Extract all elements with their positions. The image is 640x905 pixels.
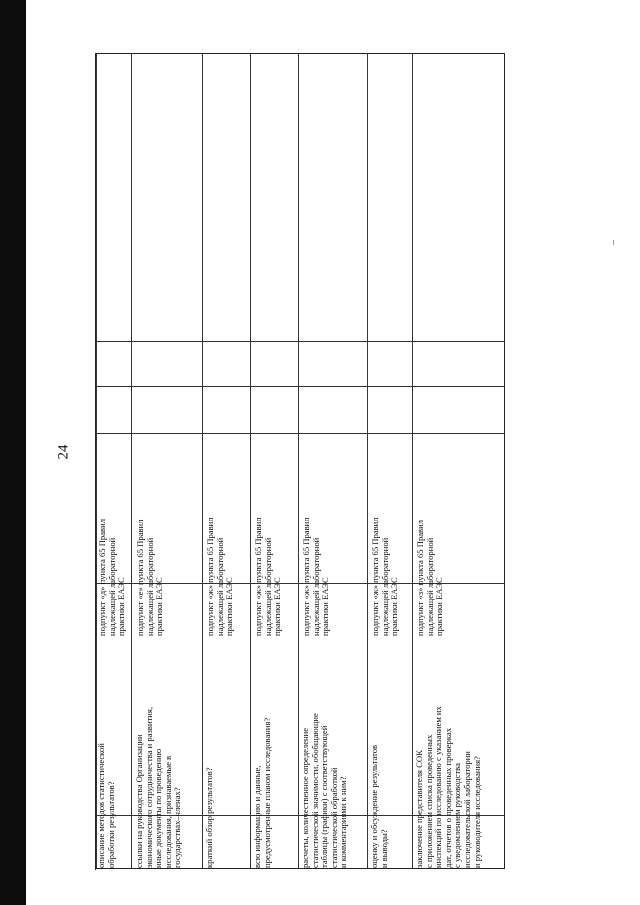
reference-text: подпункт «е» пункта 65 Правил надлежащей лабораторной практики ЕАЭС [135, 519, 165, 636]
grid-line [95, 386, 505, 387]
scan-speck [613, 240, 614, 245]
grid-line [95, 341, 505, 342]
row-separator [412, 53, 413, 869]
row-separator [367, 53, 368, 869]
grid-line [95, 433, 505, 434]
row-separator [504, 53, 505, 869]
reference-text: подпункт «ж» пункта 65 Правил надлежащей лабораторной практики ЕАЭС [370, 517, 400, 636]
requirement-text: расчеты, количественное определение статистической значимости, обобщающие таблицы (графики) с соответствующей статистической обработкой и комментариями к ним? [300, 713, 349, 868]
reference-text: подпункт «ж» пункта 65 Правил надлежащей лабораторной практики ЕАЭС [301, 517, 331, 636]
grid-line-top [95, 53, 505, 54]
requirement-text: заключение представителя СОК с приложением списка проведенных инспекций по исследованию с указанием их дат, отчетов о проведенных проверках с уведомлением руководства исследовательской лаборатории и руководителя исследования? [414, 706, 482, 868]
requirement-text: всю информацию и данные, предусмотренные планом исследования? [252, 717, 272, 868]
reference-text: подпункт «ж» пункта 65 Правил надлежащей лабораторной практики ЕАЭС [253, 517, 283, 636]
row-separator [250, 53, 251, 869]
reference-text: подпункт «ж» пункта 65 Правил надлежащей лабораторной практики ЕАЭС [205, 517, 235, 636]
reference-text: подпункт «з» пункта 65 Правил надлежащей лабораторной практики ЕАЭС [415, 519, 445, 636]
scan-edge-bar [0, 0, 26, 905]
table-grid [95, 53, 505, 869]
requirement-text: краткий обзор результатов? [204, 767, 214, 868]
requirement-text: оценку и обсуждение результатов и выводы? [369, 744, 389, 868]
row-separator [202, 53, 203, 869]
requirement-text: ссылки на руководства Организации экономического сотрудничества и развития, иные документы по проведению исследования, признаваемые в государствах–членах? [134, 706, 183, 868]
row-separator [298, 53, 299, 869]
requirement-text: описание методов статистической обработки результатов? [96, 743, 116, 868]
row-separator [131, 53, 132, 869]
page-number: 24 [55, 444, 72, 460]
reference-text: подпункт «д» пункта 65 Правил надлежащей лабораторной практики ЕАЭС [97, 519, 127, 636]
grid-line-bottom [95, 868, 505, 869]
